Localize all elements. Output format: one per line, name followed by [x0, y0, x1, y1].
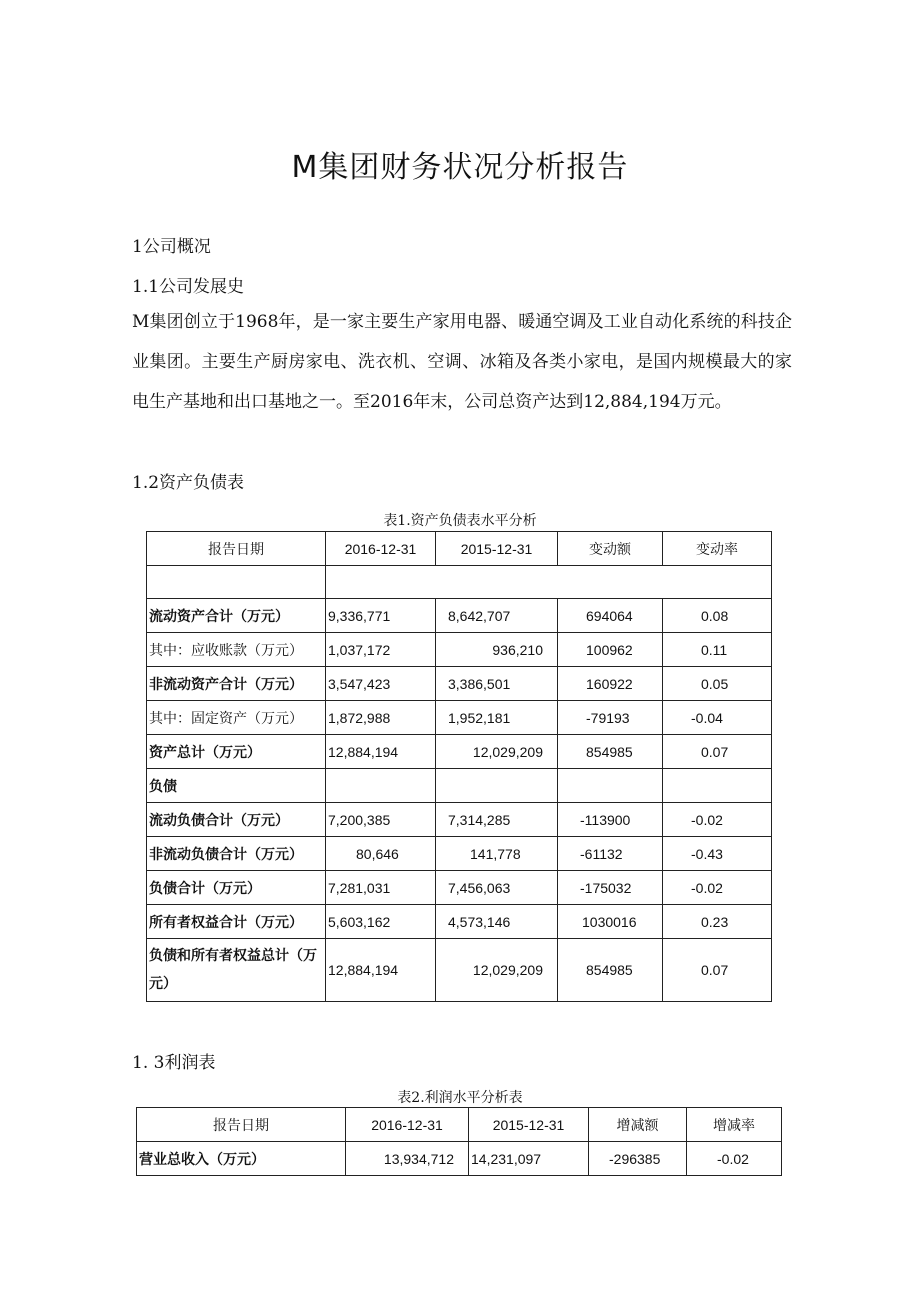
history-paragraph: M集团创立于1968年，是一家主要生产家用电器、暖通空调及工业自动化系统的科技企业集团。主要生产厨房家电、洗衣机、空调、冰箱及各类小家电，是国内规模最大的家电生产基地和出口基地之一。至2016年末，公司总资产达到12,884,194万元。 — [132, 312, 792, 412]
table-cell: -0.02 — [663, 871, 772, 905]
table1-caption: 表1.资产负债表水平分析 — [383, 513, 537, 529]
table2-caption: 表2.利润水平分析表 — [397, 1090, 523, 1106]
table-cell: 0.23 — [663, 905, 772, 939]
table-cell: -79193 — [558, 701, 663, 735]
table-row — [147, 871, 772, 905]
table-cell: 936,210 — [436, 633, 558, 667]
page-title: M集团财务状况分析报告 — [291, 150, 629, 185]
header-cell: 增减率 — [687, 1108, 782, 1142]
table-cell — [663, 769, 772, 803]
header-cell: 报告日期 — [147, 532, 326, 566]
table-cell: 14,231,097 — [469, 1142, 589, 1176]
header-cell: 2016-12-31 — [326, 532, 436, 566]
table-cell: 160922 — [558, 667, 663, 701]
table-row — [147, 599, 772, 633]
header-cell: 增减额 — [589, 1108, 687, 1142]
table-cell: -0.04 — [663, 701, 772, 735]
table-row — [147, 939, 772, 1002]
header-cell: 2016-12-31 — [346, 1108, 469, 1142]
table-header-row — [147, 532, 772, 566]
table-cell: 9,336,771 — [326, 599, 436, 633]
table-row — [147, 735, 772, 769]
section-heading-company-overview: 1公司概况 — [132, 237, 211, 257]
table-row-blank — [147, 566, 772, 599]
table-header-row — [137, 1108, 782, 1142]
table-cell: 854985 — [558, 735, 663, 769]
table-cell: 5,603,162 — [326, 905, 436, 939]
row-label: 资产总计（万元） — [147, 735, 326, 769]
row-label: 负债 — [147, 769, 326, 803]
page-bottom-margin — [0, 1176, 920, 1301]
table-cell: -61132 — [558, 837, 663, 871]
table-cell: 1,872,988 — [326, 701, 436, 735]
table-row — [147, 905, 772, 939]
table-cell: -0.43 — [663, 837, 772, 871]
table-cell: -0.02 — [687, 1142, 782, 1176]
table-cell: 100962 — [558, 633, 663, 667]
balance-sheet-table — [146, 531, 772, 1002]
table-cell: 1030016 — [558, 905, 663, 939]
header-cell: 变动额 — [558, 532, 663, 566]
table-cell: 3,386,501 — [436, 667, 558, 701]
table-cell: 8,642,707 — [436, 599, 558, 633]
table-cell: 12,029,209 — [436, 735, 558, 769]
table-row — [147, 803, 772, 837]
section-heading-income-statement: 1. 3利润表 — [132, 1053, 216, 1073]
table-cell: 4,573,146 — [436, 905, 558, 939]
table-cell: 0.11 — [663, 633, 772, 667]
table-cell: 12,884,194 — [326, 735, 436, 769]
table-cell: 0.07 — [663, 735, 772, 769]
table-cell: 141,778 — [436, 837, 558, 871]
table-cell: 13,934,712 — [346, 1142, 469, 1176]
table-cell: -0.02 — [663, 803, 772, 837]
table-cell: 12,884,194 — [326, 939, 436, 1002]
table-cell: -113900 — [558, 803, 663, 837]
table-cell: 7,200,385 — [326, 803, 436, 837]
row-label: 非流动资产合计（万元） — [147, 667, 326, 701]
table-row — [147, 667, 772, 701]
table-cell: 694064 — [558, 599, 663, 633]
table-cell — [147, 566, 326, 599]
table-row — [147, 769, 772, 803]
table-cell: -296385 — [589, 1142, 687, 1176]
row-label: 负债合计（万元） — [147, 871, 326, 905]
table-cell: 1,952,181 — [436, 701, 558, 735]
table-row — [147, 633, 772, 667]
table-row — [137, 1142, 782, 1176]
header-cell: 变动率 — [663, 532, 772, 566]
row-label: 其中：固定资产（万元） — [147, 701, 326, 735]
table-cell: 7,314,285 — [436, 803, 558, 837]
row-label: 流动负债合计（万元） — [147, 803, 326, 837]
table-cell: 7,456,063 — [436, 871, 558, 905]
table-cell — [436, 769, 558, 803]
table-cell: 12,029,209 — [436, 939, 558, 1002]
table-cell: 1,037,172 — [326, 633, 436, 667]
row-label: 其中：应收账款（万元） — [147, 633, 326, 667]
table-cell — [326, 566, 772, 599]
section-heading-history: 1.1公司发展史 — [132, 277, 245, 297]
section-heading-balance-sheet: 1.2资产负债表 — [132, 473, 245, 493]
table-cell: 80,646 — [326, 837, 436, 871]
table-cell: -175032 — [558, 871, 663, 905]
table-cell: 854985 — [558, 939, 663, 1002]
row-label: 所有者权益合计（万元） — [147, 905, 326, 939]
row-label: 非流动负债合计（万元） — [147, 837, 326, 871]
row-label: 营业总收入（万元） — [137, 1142, 346, 1176]
table-cell: 0.05 — [663, 667, 772, 701]
table-cell: 7,281,031 — [326, 871, 436, 905]
table-cell: 0.08 — [663, 599, 772, 633]
table-cell — [558, 769, 663, 803]
header-cell: 2015-12-31 — [469, 1108, 589, 1142]
row-label: 负债和所有者权益总计（万元） — [147, 939, 326, 1002]
header-cell: 报告日期 — [137, 1108, 346, 1142]
table-cell — [326, 769, 436, 803]
table-row — [147, 701, 772, 735]
table-cell: 3,547,423 — [326, 667, 436, 701]
table-cell: 0.07 — [663, 939, 772, 1002]
row-label: 流动资产合计（万元） — [147, 599, 326, 633]
header-cell: 2015-12-31 — [436, 532, 558, 566]
table-row — [147, 837, 772, 871]
